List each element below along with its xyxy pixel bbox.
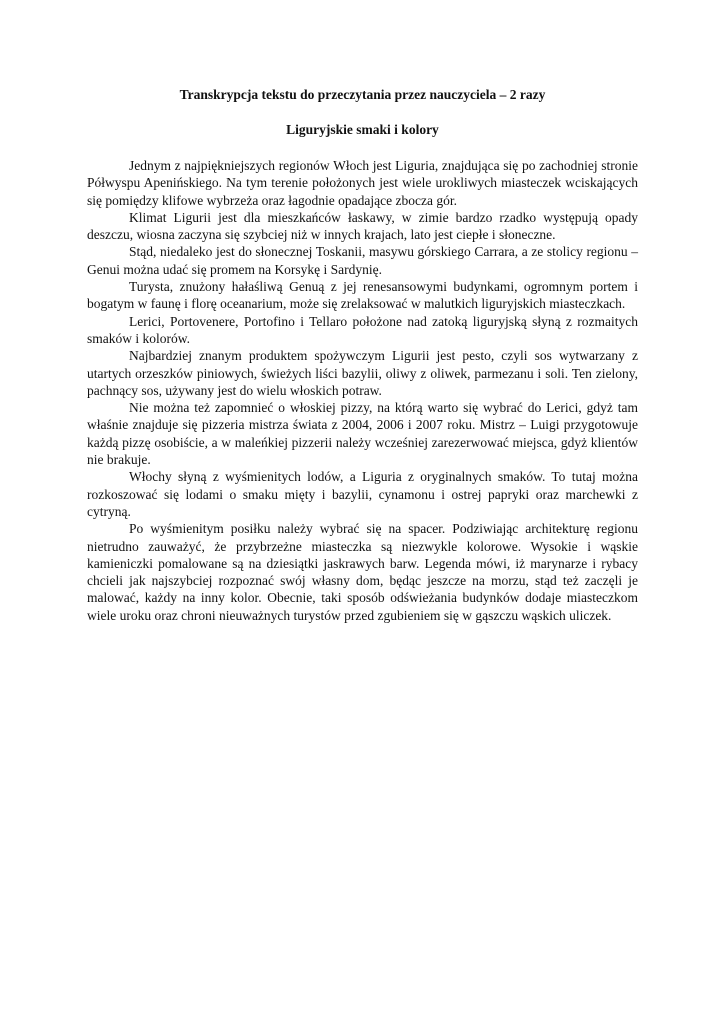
paragraph: Klimat Ligurii jest dla mieszkańców łaskawy, w zimie bardzo rzadko występują opady deszczu, wiosna zaczyna się szybciej niż w innych krajach, lato jest ciepłe i słoneczne. [87,209,638,243]
document-body [87,157,638,624]
document-content [87,86,638,624]
paragraph: Stąd, niedaleko jest do słonecznej Toskanii, masywu górskiego Carrara, a ze stolicy regionu – Genui można udać się promem na Korsykę i Sardynię. [87,244,638,277]
paragraph: Włochy słyną z wyśmienitych lodów, a Liguria z oryginalnych smaków. To tutaj można rozkoszować się lodami o smaku mięty i bazylii, cynamonu i ostrej papryki oraz marchewki z cytryną. [87,469,638,519]
paragraph: Nie można też zapomnieć o włoskiej pizzy, na którą warto się wybrać do Lerici, gdyż tam właśnie znajduje się pizzeria mistrza świata z 2004, 2006 i 2007 roku. Mistrz – Luigi przygotowuje każdą pizzę osobiście, a w maleńkiej pizzerii należy wcześniej zarezerwować miejsca, gdyż klientów nie brakuje. [87,400,638,468]
paragraph: Najbardziej znanym produktem spożywczym Ligurii jest pesto, czyli sos wytwarzany z utartych orzeszków piniowych, świeżych liści bazylii, oliwy z oliwek, parmezanu i soli. Ten zielony, pachnący sos, używany jest do wielu włoskich potraw. [87,348,638,398]
paragraph: Lerici, Portovenere, Portofino i Tellaro położone nad zatoką liguryjską słyną z rozmaitych smaków i kolorów. [87,313,638,346]
paragraph: Jednym z najpiękniejszych regionów Włoch jest Liguria, znajdująca się po zachodniej stronie Półwyspu Apenińskiego. Na tym terenie położonych jest wiele urokliwych miasteczek wciskających się pomiędzy klifowe wybrzeża oraz łagodnie opadające zbocza gór. [87,158,638,208]
paragraph: Turysta, znużony hałaśliwą Genuą z jej renesansowymi budynkami, ogromnym portem i bogatym w faunę i florę oceanarium, może się zrelaksować w malutkich liguryjskich miasteczkach. [87,279,638,312]
paragraph: Po wyśmienitym posiłku należy wybrać się na spacer. Podziwiając architekturę regionu nietrudno zauważyć, że przybrzeżne miasteczka są niezwykle kolorowe. Wysokie i wąskie kamieniczki pomalowane są na dziesiątki jaskrawych barw. Legenda mówi, iż marynarze i rybacy chcieli jak najszybciej rozpoznać swój własny dom, będąc jeszcze na morzu, stąd też zaczęli je malować, każdy na inny kolor. Obecnie, taki sposób odświeżania budynków dodaje miasteczkom wiele uroku oraz chroni nieuważnych turystów przed zgubieniem się w gąszczu wąskich uliczek. [87,521,638,623]
document-subtitle: Liguryjskie smaki i kolory [286,122,439,137]
document-title: Transkrypcja tekstu do przeczytania przez nauczyciela – 2 razy [179,87,546,102]
